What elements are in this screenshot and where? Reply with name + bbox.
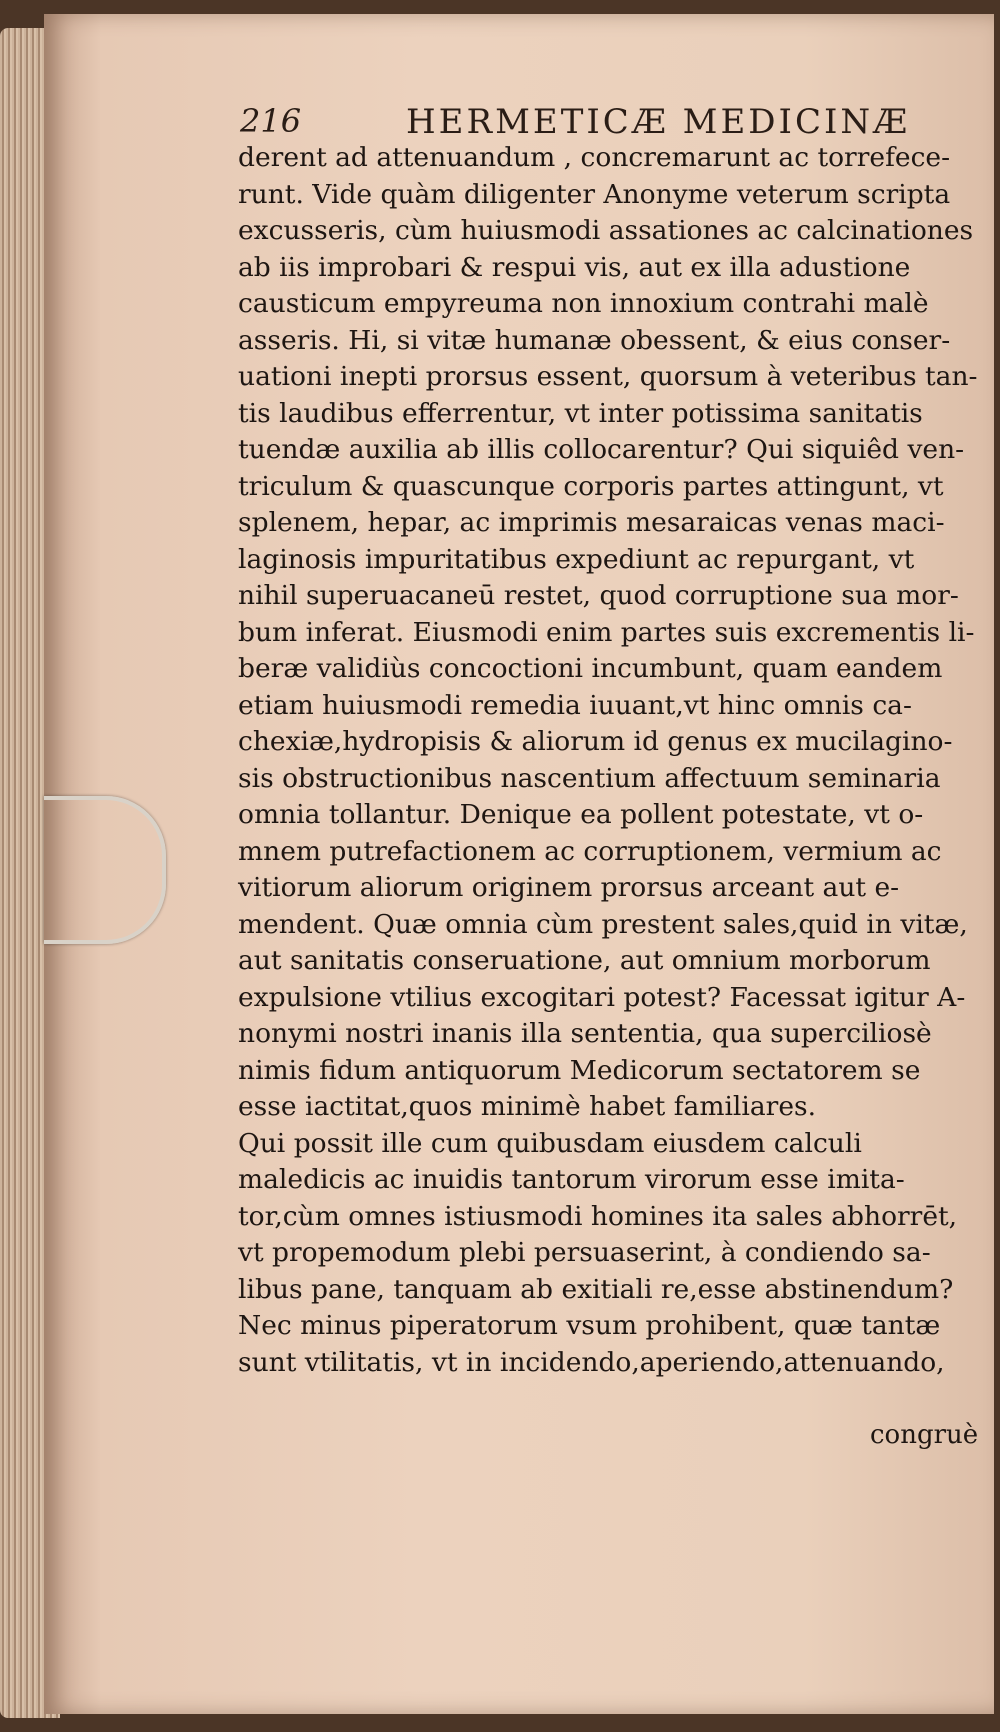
text-line: ab iis improbari & respui vis, aut ex illa adustione [238,251,911,283]
text-line: esse iactitat,quos minimè habet familiares. [238,1091,817,1122]
text-line: laginosis impuritatibus expediunt ac repurgant, vt [238,543,915,575]
bookmark-ribbon [44,796,166,944]
text-line: Qui possit ille cum quibusdam eiusdem calculi [238,1127,862,1159]
text-line: derent ad attenuandum , concremarunt ac torrefece- [238,142,951,173]
body-text [238,140,978,1381]
text-line: sis obstructionibus nascentium affectuum seminaria [238,762,941,794]
text-line: tis laudibus efferrentur, vt inter potissima sanitatis [238,397,923,429]
text-line: omnia tollantur. Denique ea pollent potestate, vt o- [238,799,924,830]
text-line: tor,cùm omnes istiusmodi homines ita sales abhorrēt, [238,1200,958,1232]
text-line: causticum empyreuma non innoxium contrahi malè [238,288,929,319]
text-line: nonymi nostri inanis illa sententia, qua superciliosè [238,1018,932,1049]
text-line: etiam huiusmodi remedia iuuant,vt hinc omnis ca- [238,689,912,721]
running-title: HERMETICÆ MEDICINÆ [406,102,911,142]
text-line: tuendæ auxilia ab illis collocarentur? Qui siquiêd ven- [238,434,965,465]
text-line: chexiæ,hydropisis & aliorum id genus ex mucilagino- [238,726,953,757]
text-line: maledicis ac inuidis tantorum virorum esse imita- [238,1164,905,1195]
text-line: Nec minus piperatorum vsum prohibent, quæ tantæ [238,1310,941,1341]
text-line: nihil superuacaneū restet, quod corruptione sua mor- [238,580,959,611]
text-line: runt. Vide quàm diligenter Anonyme veterum scripta [238,178,951,210]
page-number: 216 [240,102,302,140]
text-line: nimis fidum antiquorum Medicorum sectatorem se [238,1054,921,1086]
text-line: asseris. Hi, si vitæ humanæ obessent, & eius conser- [238,324,951,356]
text-line: excusseris, cùm huiusmodi assationes ac calcinationes [238,215,974,246]
text-line: expulsione vtilius excogitari potest? Facessat igitur A- [238,981,966,1013]
text-line: libus pane, tanquam ab exitiali re,esse abstinendum? [238,1273,954,1305]
text-line: vitiorum aliorum originem prorsus arceant aut e- [238,872,900,903]
text-line: aut sanitatis conseruatione, aut omnium morborum [238,945,931,976]
catchword: congruè [870,1420,979,1450]
page-header [240,102,940,142]
text-line: bum inferat. Eiusmodi enim partes suis excrementis li- [238,616,975,648]
text-line: sunt vtilitatis, vt in incidendo,aperiendo,attenuando, [238,1346,945,1378]
text-line: triculum & quascunque corporis partes attingunt, vt [238,470,944,502]
text-line: beræ validiùs concoctioni incumbunt, quam eandem [238,653,943,684]
text-line: uationi inepti prorsus essent, quorsum à veteribus tan- [238,361,978,392]
text-line: mnem putrefactionem ac corruptionem, vermium ac [238,835,942,867]
text-line: vt propemodum plebi persuaserint, à condiendo sa- [238,1237,931,1268]
text-line: mendent. Quæ omnia cùm prestent sales,quid in vitæ, [238,908,968,940]
text-line: splenem, hepar, ac imprimis mesaraicas venas maci- [238,507,945,538]
